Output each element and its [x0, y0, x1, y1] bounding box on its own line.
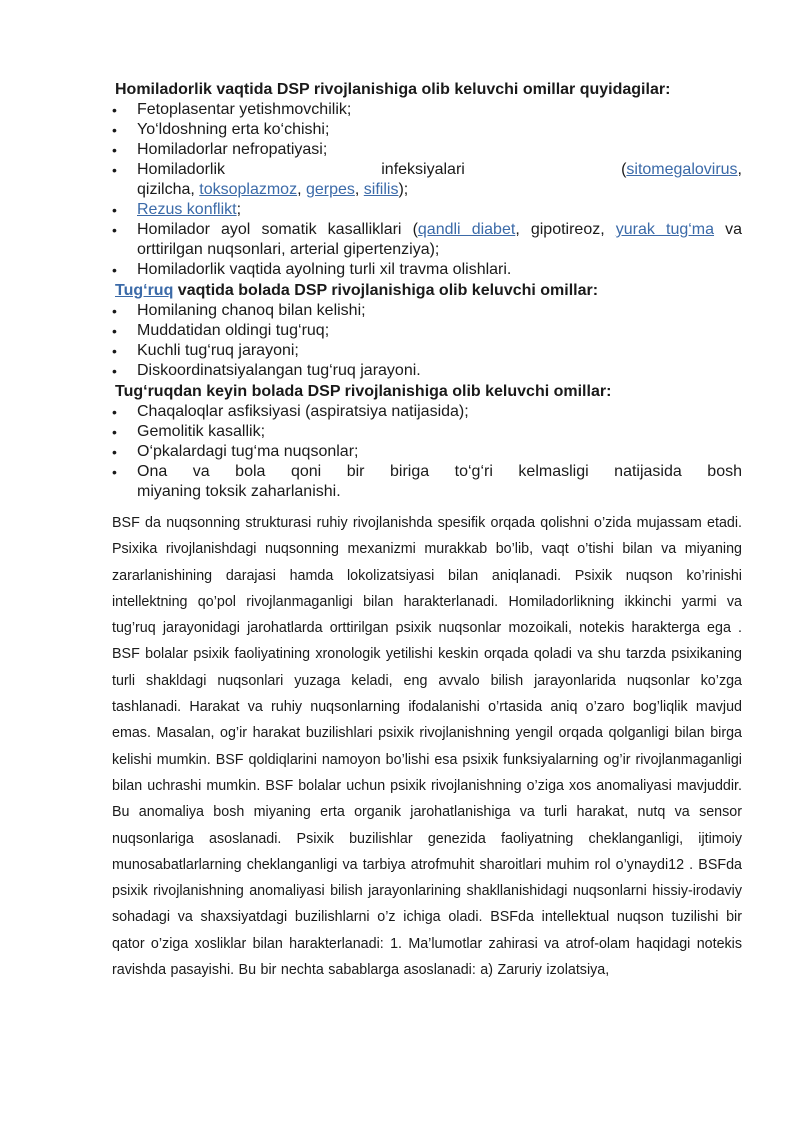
list-birth-factors	[112, 301, 742, 381]
list-postbirth-factors	[112, 402, 742, 502]
list-item: • Homiladorlik vaqtida ayolning turli xil travma olishlari.	[112, 260, 742, 280]
link-sitomegalovirus[interactable]: sitomegalovirus	[626, 161, 738, 178]
list-item-continuation	[112, 240, 742, 260]
item-text: ,	[737, 161, 742, 178]
list-item-continuation	[112, 180, 742, 200]
item-text: Homiladorlik	[137, 161, 226, 178]
list-item: • Fetoplasentar yetishmovchilik;	[112, 100, 742, 120]
list-item-infections	[112, 160, 742, 180]
list-item: • Yo‘ldoshning erta ko‘chishi;	[112, 120, 742, 140]
list-item-somatic	[112, 220, 742, 240]
link-yurak-tugma[interactable]: yurak tug‘ma	[615, 221, 715, 238]
document-content	[112, 80, 742, 983]
item-text: ,	[354, 181, 364, 198]
item-text: infeksiyalari	[381, 161, 465, 178]
list-item-continuation: miyaning toksik zaharlanishi.	[137, 483, 341, 500]
link-rezus-konflikt[interactable]: Rezus konflikt	[137, 201, 237, 218]
list-item: • Homiladorlar nefropatiyasi;	[112, 140, 742, 160]
item-text: );	[398, 181, 409, 198]
item-text: orttirilgan nuqsonlari, arterial gipertenziya);	[137, 241, 440, 258]
heading-text: vaqtida bolada DSP rivojlanishiga olib keluvchi omillar:	[173, 282, 599, 299]
item-text: ,	[297, 181, 306, 198]
item-text: qizilcha,	[137, 181, 200, 198]
list-item: • Ona va bola qoni bir biriga to‘g‘ri kelmasligi natijasida bosh	[112, 462, 742, 482]
list-item: • Gemolitik kasallik;	[112, 422, 742, 442]
list-item: • Chaqaloqlar asfiksiyasi (aspiratsiya natijasida);	[112, 402, 742, 422]
link-toksoplazmoz[interactable]: toksoplazmoz	[199, 181, 298, 198]
list-item: • Kuchli tug‘ruq jarayoni;	[112, 341, 742, 361]
link-gerpes[interactable]: gerpes	[305, 181, 355, 198]
heading-postbirth-factors: Tug‘ruqdan keyin bolada DSP rivojlanishiga olib keluvchi omillar:	[115, 383, 612, 400]
heading-birth-factors	[112, 281, 742, 301]
item-text: ;	[236, 201, 242, 218]
body-paragraph: BSF da nuqsonning strukturasi ruhiy rivojlanishda spesifik orqada qolishni o’zida mujassam etadi. Psixika rivojlanishdagi nuqsonning mexanizmi murakkab bo’lib, vaqt o’tishi bilan va miyaning zararlanishining darajasi hamda lokolizatsiyasi bilan aniqlanadi. Psixik nuqson ko’rinishi intellektning qo’pol rivojlanmaganligi bilan harakterlanadi. Homiladorlikning ikkinchi yarmi va tug’ruq jarayonidagi jarohatlarda orttirilgan psixik nuqsonlar mozoikali, notekis harakterga ega . BSF bolalar psixik faoliyatining xronologik yetilishi keskin orqada qoladi va shu tarzda psixikaning turli shakldagi nuqsonlari yuzaga keladi, eng avvalo bilish jarayonlarida nuqsonlar ko’zga tashlanadi. Harakat va ruhiy nuqsonlarning ifodalanishi o’rtasida aniq o’zaro bog’liqlik mavjud emas. Masalan, og’ir harakat buzilishlari psixik rivojlanishning yengil orqada qolganligi bilan birga kelishi mumkin. BSF qoldiqlarini namoyon bo’lishi esa psixik funksiyalarning og’ir rivojlanmaganligi bilan uchrashi mumkin. BSF bolalar uchun psixik rivojlanishning o’ziga xos anomaliyasi mavjuddir. Bu anomaliya bosh miyaning erta organik jarohatlanishiga va turli harakat, nutq va sensor nuqsonlariga asoslanadi. Psixik buzilishlar genezida faoliyatning cheklanganligi, ijtimoiy munosabatlarlarning cheklanganligi va tarbiya atrofmuhit sharoitlari muhim rol o’ynaydi12 . BSFda psixik rivojlanishning anomaliyasi bilish jarayonlarining shakllanishidagi nuqsonlarni hissiy-irodaviy sohadagi va shaxsiyatdagi buzilishlarni o’z ichiga oladi. BSFda intellektual nuqson tuzilishi bir qator o’ziga xosliklar bilan harakterlanadi: 1. Ma’lumotlar zahirasi va atrof-olam haqidagi notekis ravishda pasayishi. Bu bir nechta sabablarga asoslanadi: a) Zaruriy izolatsiya,	[112, 515, 742, 979]
list-item: • Diskoordinatsiyalangan tug‘ruq jarayoni.	[112, 361, 742, 381]
list-item: • Muddatidan oldingi tug‘ruq;	[112, 321, 742, 341]
link-sifilis[interactable]: sifilis	[363, 181, 399, 198]
item-text: va	[714, 221, 743, 238]
list-item: • O‘pkalardagi tug‘ma nuqsonlar;	[112, 442, 742, 462]
link-qandli-diabet[interactable]: qandli diabet	[417, 221, 516, 238]
item-text: (	[621, 161, 627, 178]
item-text: , gipotireoz,	[515, 221, 616, 238]
heading-pregnancy-factors: Homiladorlik vaqtida DSP rivojlanishiga olib keluvchi omillar quyidagilar:	[115, 81, 671, 98]
link-tugruq[interactable]: Tug‘ruq	[115, 282, 174, 299]
list-pregnancy-factors	[112, 100, 742, 280]
item-text: Homilador ayol somatik kasalliklari (	[137, 221, 418, 238]
list-item-rezus	[112, 200, 742, 220]
list-item: • Homilaning chanoq bilan kelishi;	[112, 301, 742, 321]
